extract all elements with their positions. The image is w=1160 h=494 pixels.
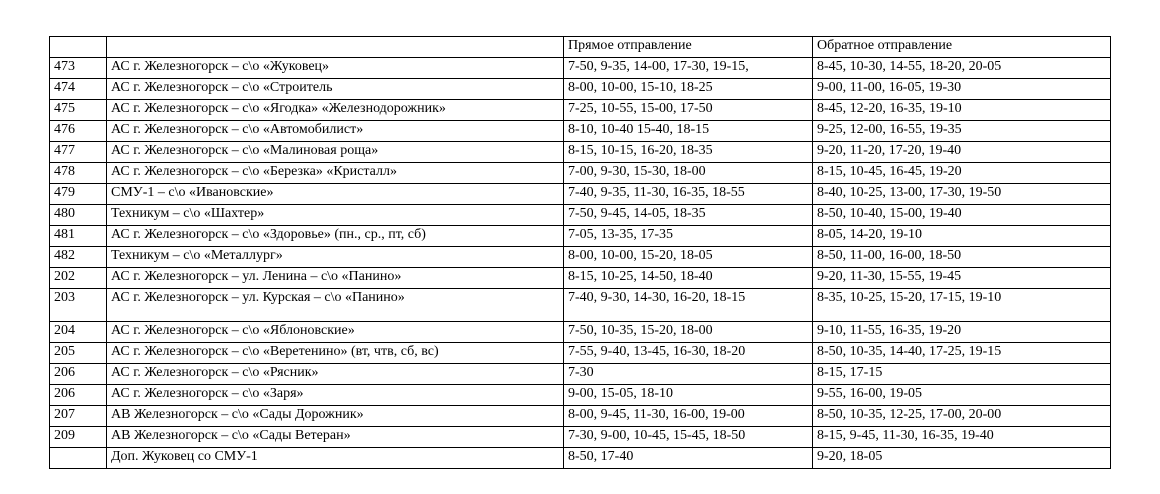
- return-departure-times: 9-55, 16-00, 19-05: [813, 385, 1111, 406]
- return-departure-times: 8-15, 9-45, 11-30, 16-35, 19-40: [813, 427, 1111, 448]
- table-row: [50, 322, 1111, 343]
- table-row: [50, 163, 1111, 184]
- route-number-cell: [50, 448, 107, 469]
- forward-departure-times: 7-05, 13-35, 17-35: [564, 226, 813, 247]
- return-departure-times: 9-20, 11-20, 17-20, 19-40: [813, 142, 1111, 163]
- header-return-departure: Обратное отправление: [813, 37, 1111, 58]
- route-name-cell: АС г. Железногорск – с\о «Рясник»: [107, 364, 564, 385]
- forward-departure-times: 7-55, 9-40, 13-45, 16-30, 18-20: [564, 343, 813, 364]
- table-row: [50, 364, 1111, 385]
- forward-departure-times: 8-10, 10-40 15-40, 18-15: [564, 121, 813, 142]
- forward-departure-times: 8-00, 10-00, 15-10, 18-25: [564, 79, 813, 100]
- route-number-cell: 479: [50, 184, 107, 205]
- return-departure-times: 9-00, 11-00, 16-05, 19-30: [813, 79, 1111, 100]
- return-departure-times: 8-50, 11-00, 16-00, 18-50: [813, 247, 1111, 268]
- route-name-cell: Техникум – с\о «Металлург»: [107, 247, 564, 268]
- return-departure-times: 8-45, 10-30, 14-55, 18-20, 20-05: [813, 58, 1111, 79]
- header-row: [50, 37, 1111, 58]
- table-row: [50, 343, 1111, 364]
- route-number-cell: 205: [50, 343, 107, 364]
- route-number-cell: 209: [50, 427, 107, 448]
- forward-departure-times: 7-50, 9-45, 14-05, 18-35: [564, 205, 813, 226]
- forward-departure-times: 8-15, 10-15, 16-20, 18-35: [564, 142, 813, 163]
- table-row: [50, 406, 1111, 427]
- route-number-cell: 475: [50, 100, 107, 121]
- forward-departure-times: 9-00, 15-05, 18-10: [564, 385, 813, 406]
- return-departure-times: 8-05, 14-20, 19-10: [813, 226, 1111, 247]
- forward-departure-times: 7-00, 9-30, 15-30, 18-00: [564, 163, 813, 184]
- table-row: [50, 289, 1111, 322]
- route-number-cell: 476: [50, 121, 107, 142]
- route-name-cell: АС г. Железногорск – с\о «Яблоновские»: [107, 322, 564, 343]
- bus-schedule-table: [49, 36, 1111, 469]
- route-name-cell: АВ Железногорск – с\о «Сады Дорожник»: [107, 406, 564, 427]
- route-number-cell: 477: [50, 142, 107, 163]
- return-departure-times: 8-50, 10-35, 12-25, 17-00, 20-00: [813, 406, 1111, 427]
- route-number-cell: 480: [50, 205, 107, 226]
- table-row: [50, 427, 1111, 448]
- route-name-cell: Доп. Жуковец со СМУ-1: [107, 448, 564, 469]
- route-number-cell: 478: [50, 163, 107, 184]
- forward-departure-times: 8-50, 17-40: [564, 448, 813, 469]
- return-departure-times: 8-45, 12-20, 16-35, 19-10: [813, 100, 1111, 121]
- route-name-cell: АС г. Железногорск – с\о «Березка» «Кристалл»: [107, 163, 564, 184]
- forward-departure-times: 7-50, 10-35, 15-20, 18-00: [564, 322, 813, 343]
- forward-departure-times: 7-30: [564, 364, 813, 385]
- return-departure-times: 8-50, 10-35, 14-40, 17-25, 19-15: [813, 343, 1111, 364]
- route-number-cell: 206: [50, 385, 107, 406]
- route-name-cell: АС г. Железногорск – с\о «Автомобилист»: [107, 121, 564, 142]
- return-departure-times: 8-35, 10-25, 15-20, 17-15, 19-10: [813, 289, 1111, 322]
- forward-departure-times: 8-00, 10-00, 15-20, 18-05: [564, 247, 813, 268]
- forward-departure-times: 7-50, 9-35, 14-00, 17-30, 19-15,: [564, 58, 813, 79]
- return-departure-times: 8-15, 10-45, 16-45, 19-20: [813, 163, 1111, 184]
- route-number-cell: 481: [50, 226, 107, 247]
- table-row: [50, 58, 1111, 79]
- route-name-cell: АС г. Железногорск – ул. Курская – с\о «Панино»: [107, 289, 564, 322]
- table-row: [50, 121, 1111, 142]
- route-number-cell: 482: [50, 247, 107, 268]
- route-name-cell: АС г. Железногорск – с\о «Малиновая роща»: [107, 142, 564, 163]
- table-row: [50, 184, 1111, 205]
- return-departure-times: 9-25, 12-00, 16-55, 19-35: [813, 121, 1111, 142]
- table-row: [50, 142, 1111, 163]
- table-row: [50, 226, 1111, 247]
- return-departure-times: 8-15, 17-15: [813, 364, 1111, 385]
- route-name-cell: АС г. Железногорск – с\о «Строитель: [107, 79, 564, 100]
- forward-departure-times: 8-00, 9-45, 11-30, 16-00, 19-00: [564, 406, 813, 427]
- route-number-cell: 474: [50, 79, 107, 100]
- route-number-cell: 206: [50, 364, 107, 385]
- table-row: [50, 100, 1111, 121]
- header-number-cell: [50, 37, 107, 58]
- return-departure-times: 9-20, 18-05: [813, 448, 1111, 469]
- route-name-cell: АС г. Железногорск – с\о «Веретенино» (вт, чтв, сб, вс): [107, 343, 564, 364]
- table-row: [50, 448, 1111, 469]
- route-name-cell: АС г. Железногорск – ул. Ленина – с\о «Панино»: [107, 268, 564, 289]
- route-number-cell: 207: [50, 406, 107, 427]
- route-name-cell: Техникум – с\о «Шахтер»: [107, 205, 564, 226]
- route-name-cell: АС г. Железногорск – с\о «Заря»: [107, 385, 564, 406]
- forward-departure-times: 7-40, 9-35, 11-30, 16-35, 18-55: [564, 184, 813, 205]
- route-name-cell: АС г. Железногорск – с\о «Здоровье» (пн., ср., пт, сб): [107, 226, 564, 247]
- route-name-cell: АВ Железногорск – с\о «Сады Ветеран»: [107, 427, 564, 448]
- table-row: [50, 268, 1111, 289]
- forward-departure-times: 7-40, 9-30, 14-30, 16-20, 18-15: [564, 289, 813, 322]
- route-number-cell: 473: [50, 58, 107, 79]
- table-row: [50, 247, 1111, 268]
- route-name-cell: АС г. Железногорск – с\о «Ягодка» «Железнодорожник»: [107, 100, 564, 121]
- forward-departure-times: 7-30, 9-00, 10-45, 15-45, 18-50: [564, 427, 813, 448]
- return-departure-times: 8-50, 10-40, 15-00, 19-40: [813, 205, 1111, 226]
- table-row: [50, 205, 1111, 226]
- return-departure-times: 9-20, 11-30, 15-55, 19-45: [813, 268, 1111, 289]
- route-number-cell: 203: [50, 289, 107, 322]
- forward-departure-times: 7-25, 10-55, 15-00, 17-50: [564, 100, 813, 121]
- return-departure-times: 9-10, 11-55, 16-35, 19-20: [813, 322, 1111, 343]
- route-name-cell: СМУ-1 – с\о «Ивановские»: [107, 184, 564, 205]
- route-name-cell: АС г. Железногорск – с\о «Жуковец»: [107, 58, 564, 79]
- route-number-cell: 204: [50, 322, 107, 343]
- table-row: [50, 79, 1111, 100]
- header-forward-departure: Прямое отправление: [564, 37, 813, 58]
- table-row: [50, 385, 1111, 406]
- route-number-cell: 202: [50, 268, 107, 289]
- forward-departure-times: 8-15, 10-25, 14-50, 18-40: [564, 268, 813, 289]
- header-route-cell: [107, 37, 564, 58]
- return-departure-times: 8-40, 10-25, 13-00, 17-30, 19-50: [813, 184, 1111, 205]
